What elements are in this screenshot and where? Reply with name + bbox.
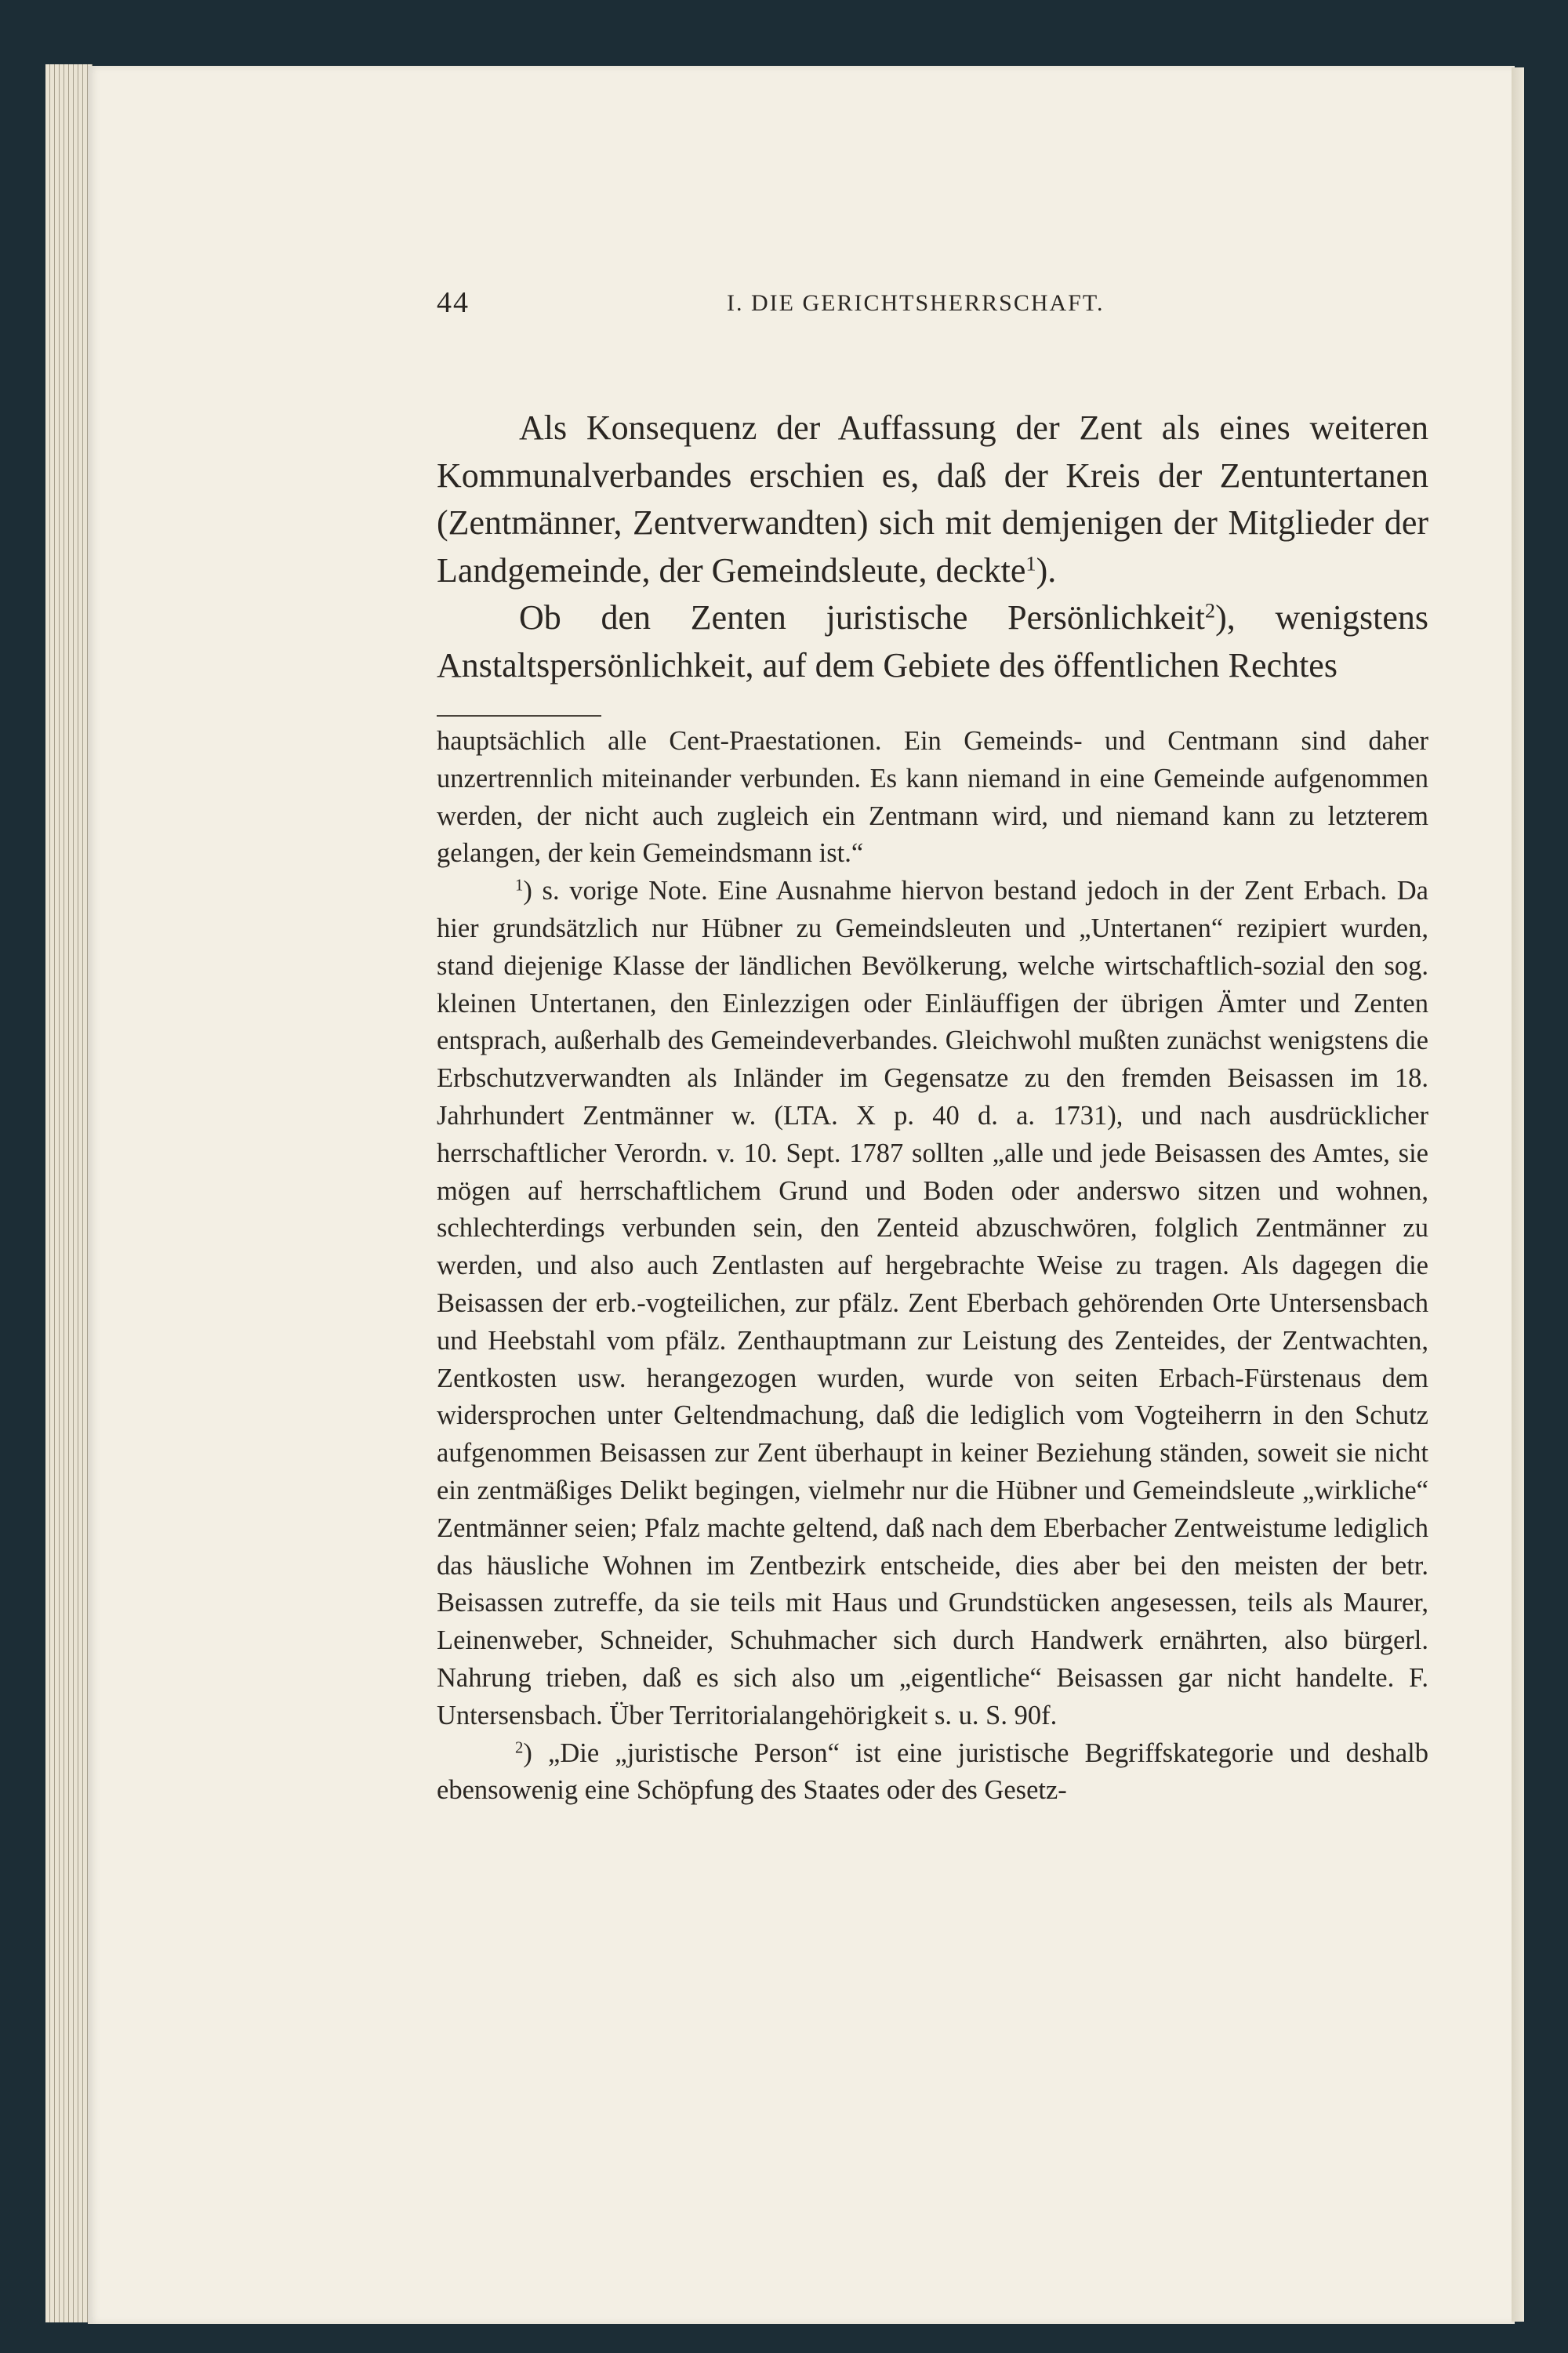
page-stack-edges: [45, 64, 93, 2322]
footnote-2: $^2$) „Die „juristische Person“ ist eine juristische Begriffskategorie und deshalb ebensowenig eine Schöpfung des Staates oder des Gesetz-: [437, 1738, 1428, 1806]
main-text: [437, 405, 1428, 689]
footnote-marker-1: 1: [515, 877, 524, 895]
footnote-ref-1: 1: [1025, 550, 1036, 575]
footnote-ref-2: 2: [1204, 598, 1216, 623]
page-right-edge: [1512, 67, 1524, 2322]
footnote-continuation: hauptsächlich alle Cent-Praestationen. Ein Gemeinds- und Centmann sind daher unzertrennlich miteinander verbunden. Es kann niemand in eine Gemeinde aufgenommen werden, der nicht auch zugleich ein Zentmann wird, und niemand kann zu letzterem gelangen, der kein Gemeindsmann ist.“: [437, 726, 1428, 869]
chapter-title: I. DIE GERICHTSHERRSCHAFT.: [727, 290, 1105, 316]
paragraph-2: Ob den Zenten juristische Persönlichkeit$^2$), wenigstens Anstaltspersönlichkeit, auf dem Gebiete des öffentlichen Rechtes: [437, 598, 1428, 684]
page-number: 44: [437, 286, 470, 319]
paragraph-1: Als Konsequenz der Auffassung der Zent als eines weiteren Kommunalverbandes erschien es, daß der Kreis der Zentuntertanen (Zentmänner, Zentverwandten) sich mit demjenigen der Mitglieder der Landgemeinde, der Gemeindsleute, deckte$^1$).: [437, 409, 1428, 590]
footnote-marker-2: 2: [515, 1739, 524, 1757]
footnotes: [437, 699, 1428, 1810]
book-page: [88, 66, 1515, 2324]
footnote-1: $^1$) s. vorige Note. Eine Ausnahme hiervon bestand jedoch in der Zent Erbach. Da hier grundsätzlich nur Hübner zu Gemeindsleuten und „Untertanen“ rezipiert wurden, stand diejenige Klasse der ländlichen Bevölkerung, welche wirtschaftlich-sozial den sog. kleinen Untertanen, den Einlezzigen oder Einläuffigen der übrigen Ämter und Zenten entsprach, außerhalb des Gemeindeverbandes. Gleichwohl mußten zunächst wenigstens die Erbschutzverwandten als Inländer im Gegensatze zu den fremden Beisassen im 18. Jahrhundert Zentmänner w. (LTA. X p. 40 d. a. 1731), und nach ausdrücklicher herrschaftlicher Verordn. v. 10. Sept. 1787 sollten „alle und jede Beisassen des Amtes, sie mögen auf herrschaftlichem Grund und Boden oder anderswo sitzen und wohnen, schlechterdings verbunden sein, den Zenteid abzuschwören, folglich Zentmänner zu werden, und also auch Zentlasten auf hergebrachte Weise zu tragen. Als dagegen die Beisassen der erb.-vogteilichen, zur pfälz. Zent Eberbach gehörenden Orte Untersensbach und Heebstahl vom pfälz. Zenthauptmann zur Leistung des Zenteides, der Zentwachten, Zentkosten usw. herangezogen wurden, wurde von seiten Erbach-Fürstenaus dem widersprochen unter Geltendmachung, daß die lediglich vom Vogteiherrn in den Schutz aufgenommen Beisassen zur Zent überhaupt in keiner Beziehung ständen, soweit sie nicht ein zentmäßiges Delikt begingen, vielmehr nur die Hübner und Gemeindsleute „wirkliche“ Zentmänner seien; Pfalz machte geltend, daß nach dem Eberbacher Zentweistume lediglich das häusliche Wohnen im Zentbezirk entscheide, dies aber bei den meisten der betr. Beisassen zutreffe, da sie teils mit Haus und Grundstücken angesessen, teils als Maurer, Leinenweber, Schneider, Schuhmacher sich durch Handwerk ernährten, also bürgerl. Nahrung trieben, daß es sich also um „eigentliche“ Beisassen gar nicht handelte. F. Untersensbach. Über Territorialangehörigkeit s. u. S. 90f.: [437, 876, 1428, 1730]
running-head: [437, 285, 1428, 325]
